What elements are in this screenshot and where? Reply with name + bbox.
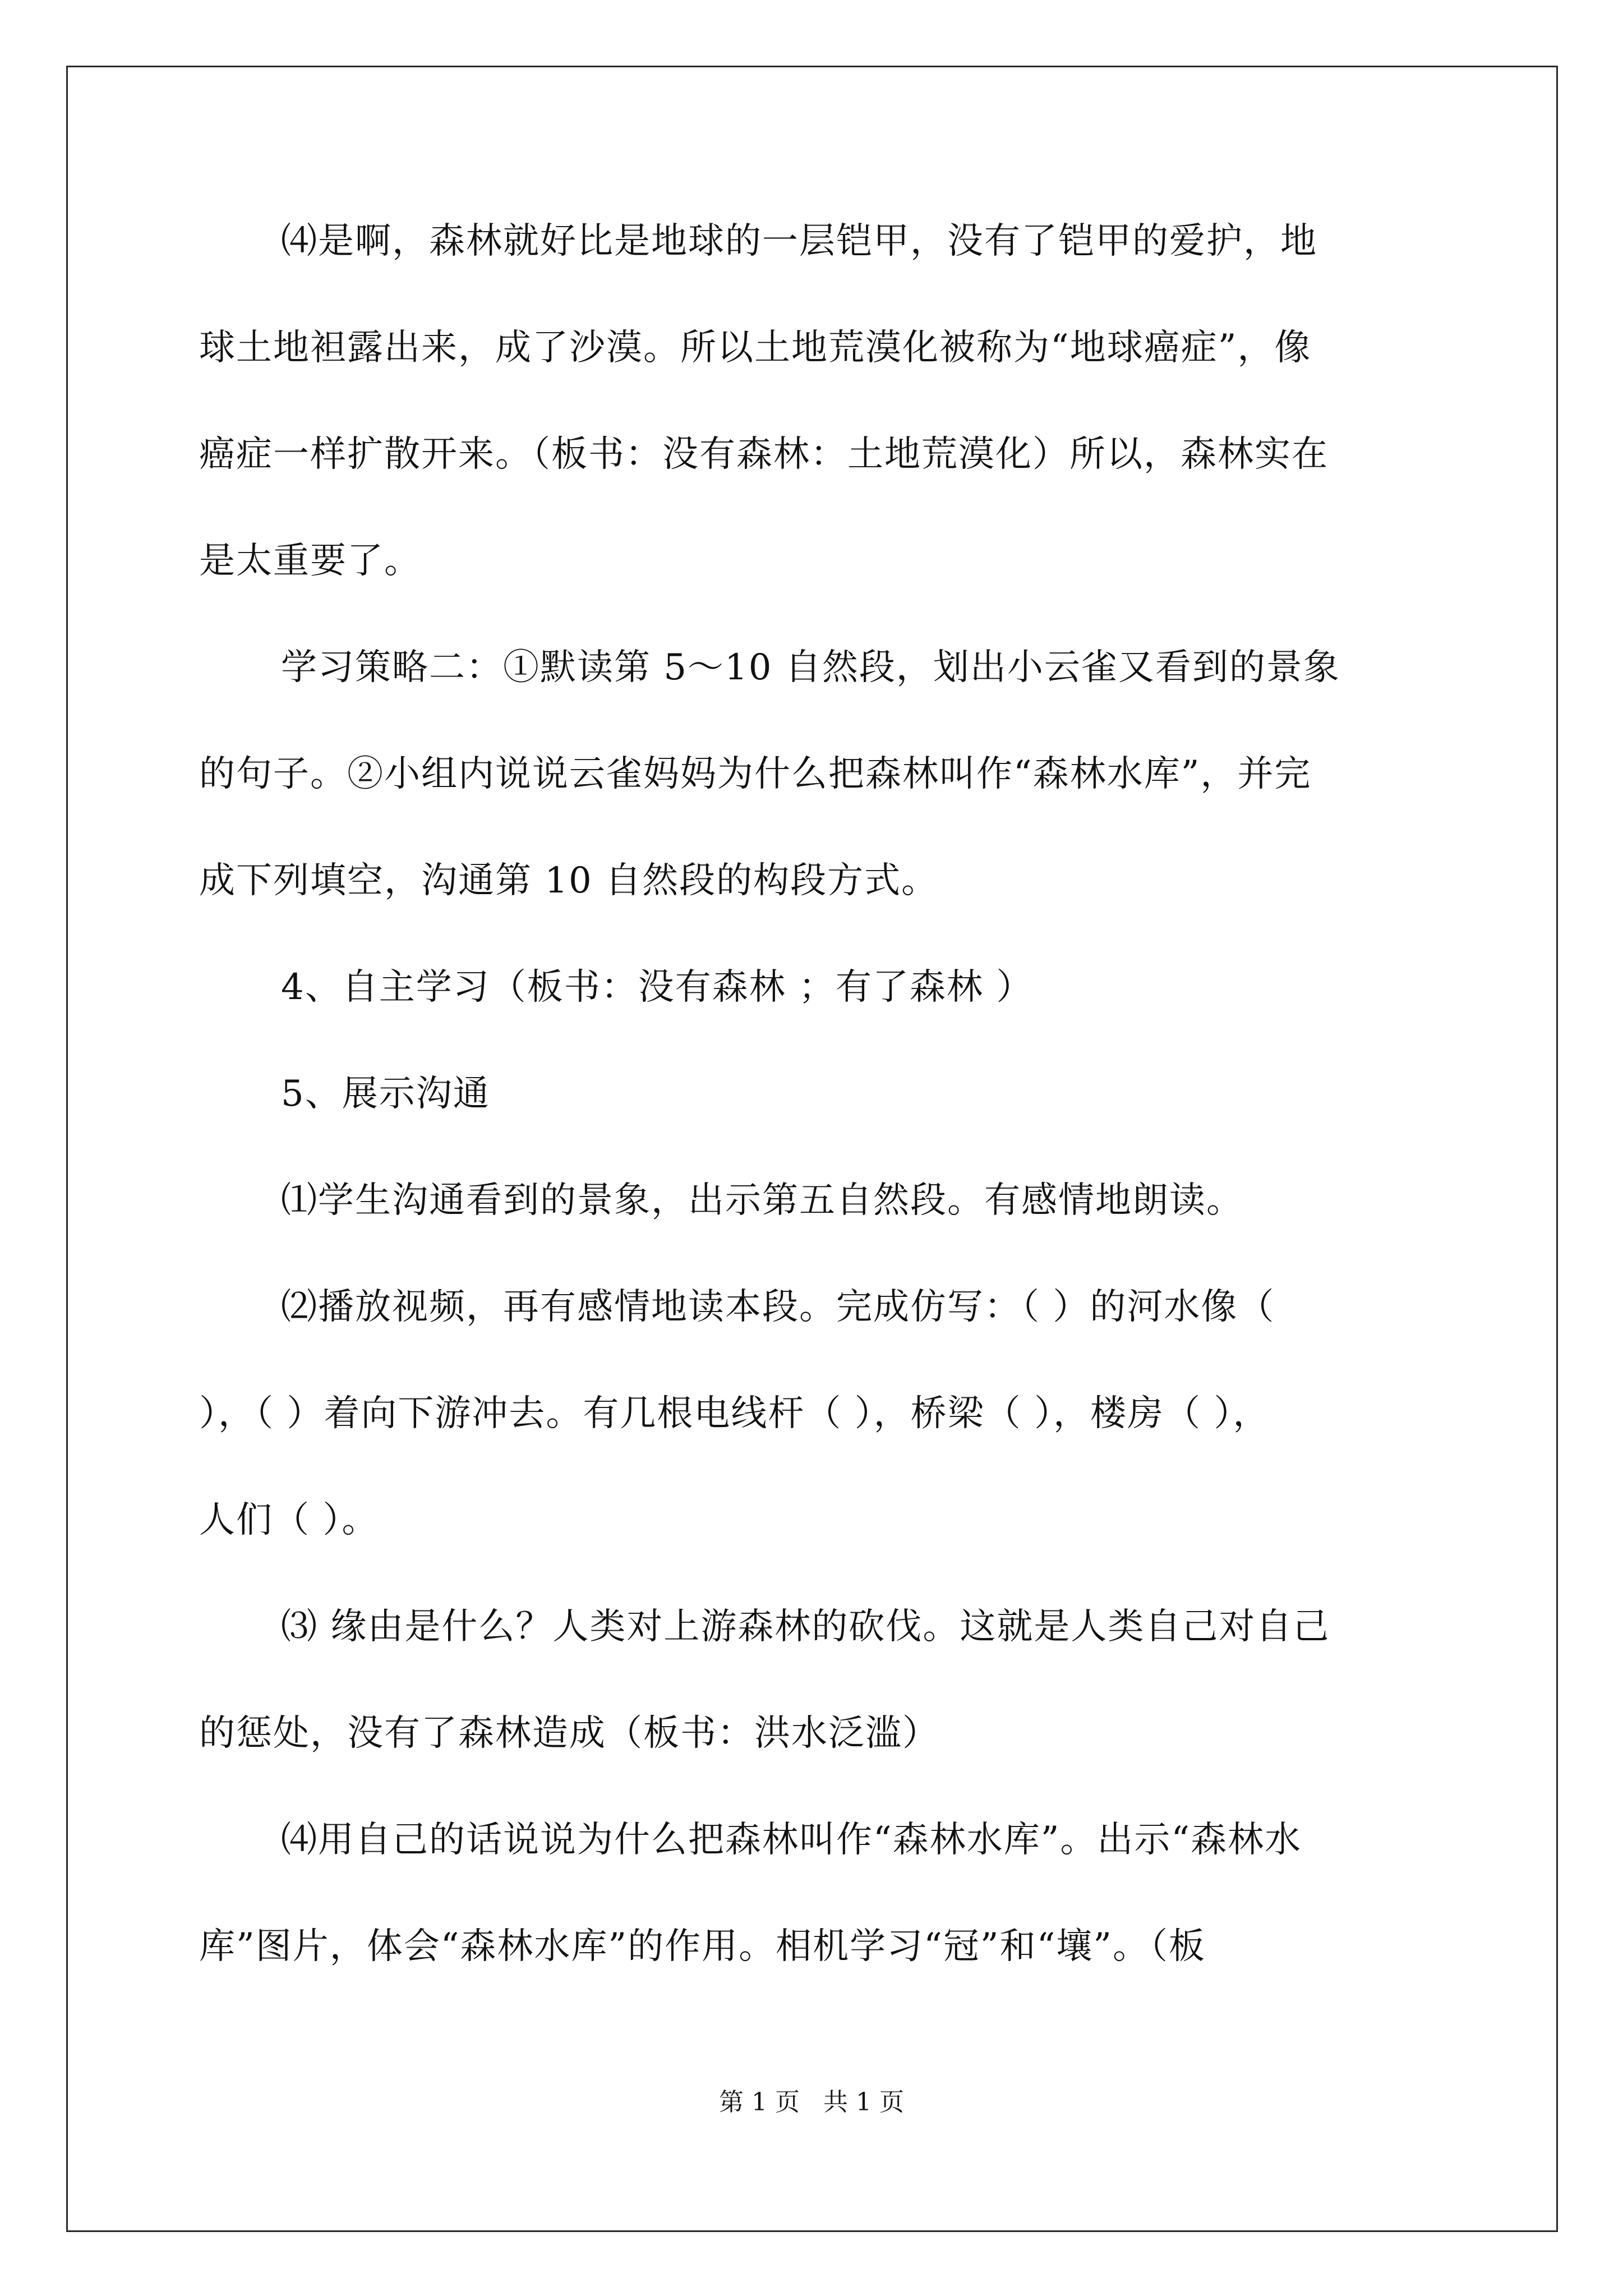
paragraph-line: 是太重要了。 (199, 540, 421, 582)
page-total: 共 1 页 (823, 2088, 904, 2116)
paragraph-line: ），（ ）着向下游冲去。有几根电线杆（ ），桥梁（ ），楼房（ ）， (199, 1393, 1270, 1434)
paragraph-line: 的惩处，没有了森林造成（板书：洪水泛滥） (199, 1713, 939, 1754)
page-footer (0, 2087, 1623, 2118)
paragraph-line: 学习策略二：①默读第 5～10 自然段，划出小云雀又看到的景象 (281, 647, 1340, 688)
paragraph-line: 的句子。②小组内说说云雀妈妈为什么把森林叫作“森林水库”，并完 (199, 753, 1312, 795)
paragraph-line: ⑵播放视频，再有感情地读本段。完成仿写：（ ）的河水像（ (281, 1286, 1275, 1328)
paragraph-line: ⑴学生沟通看到的景象，出示第五自然段。有感情地朗读。 (281, 1180, 1243, 1221)
page-border (66, 66, 1558, 2232)
paragraph-line: ⑷是啊，森林就好比是地球的一层铠甲，没有了铠甲的爱护，地 (281, 220, 1317, 262)
paragraph-line: 球土地袒露出来，成了沙漠。所以土地荒漠化被称为“地球癌症”，像 (199, 327, 1312, 369)
paragraph-line: 癌症一样扩散开来。（板书：没有森林：土地荒漠化）所以，森林实在 (199, 434, 1329, 475)
page-number: 第 1 页 (719, 2088, 800, 2116)
paragraph-line: ⑷用自己的话说说为什么把森林叫作“森林水库”。出示“森林水 (281, 1819, 1302, 1861)
paragraph-line: ⑶ 缘由是什么？人类对上游森林的砍伐。这就是人类自己对自己 (281, 1606, 1330, 1648)
paragraph-line: 5、展示沟通 (281, 1073, 490, 1115)
paragraph-line: 成下列填空，沟通第 10 自然段的构段方式。 (199, 860, 939, 901)
paragraph-line: 库”图片，体会“森林水库”的作用。相机学习“冠”和“壤”。（板 (199, 1926, 1206, 1967)
paragraph-line: 人们（ ）。 (199, 1499, 379, 1541)
paragraph-line: 4、自主学习（板书：没有森林 ；有了森林 ） (281, 967, 1034, 1008)
